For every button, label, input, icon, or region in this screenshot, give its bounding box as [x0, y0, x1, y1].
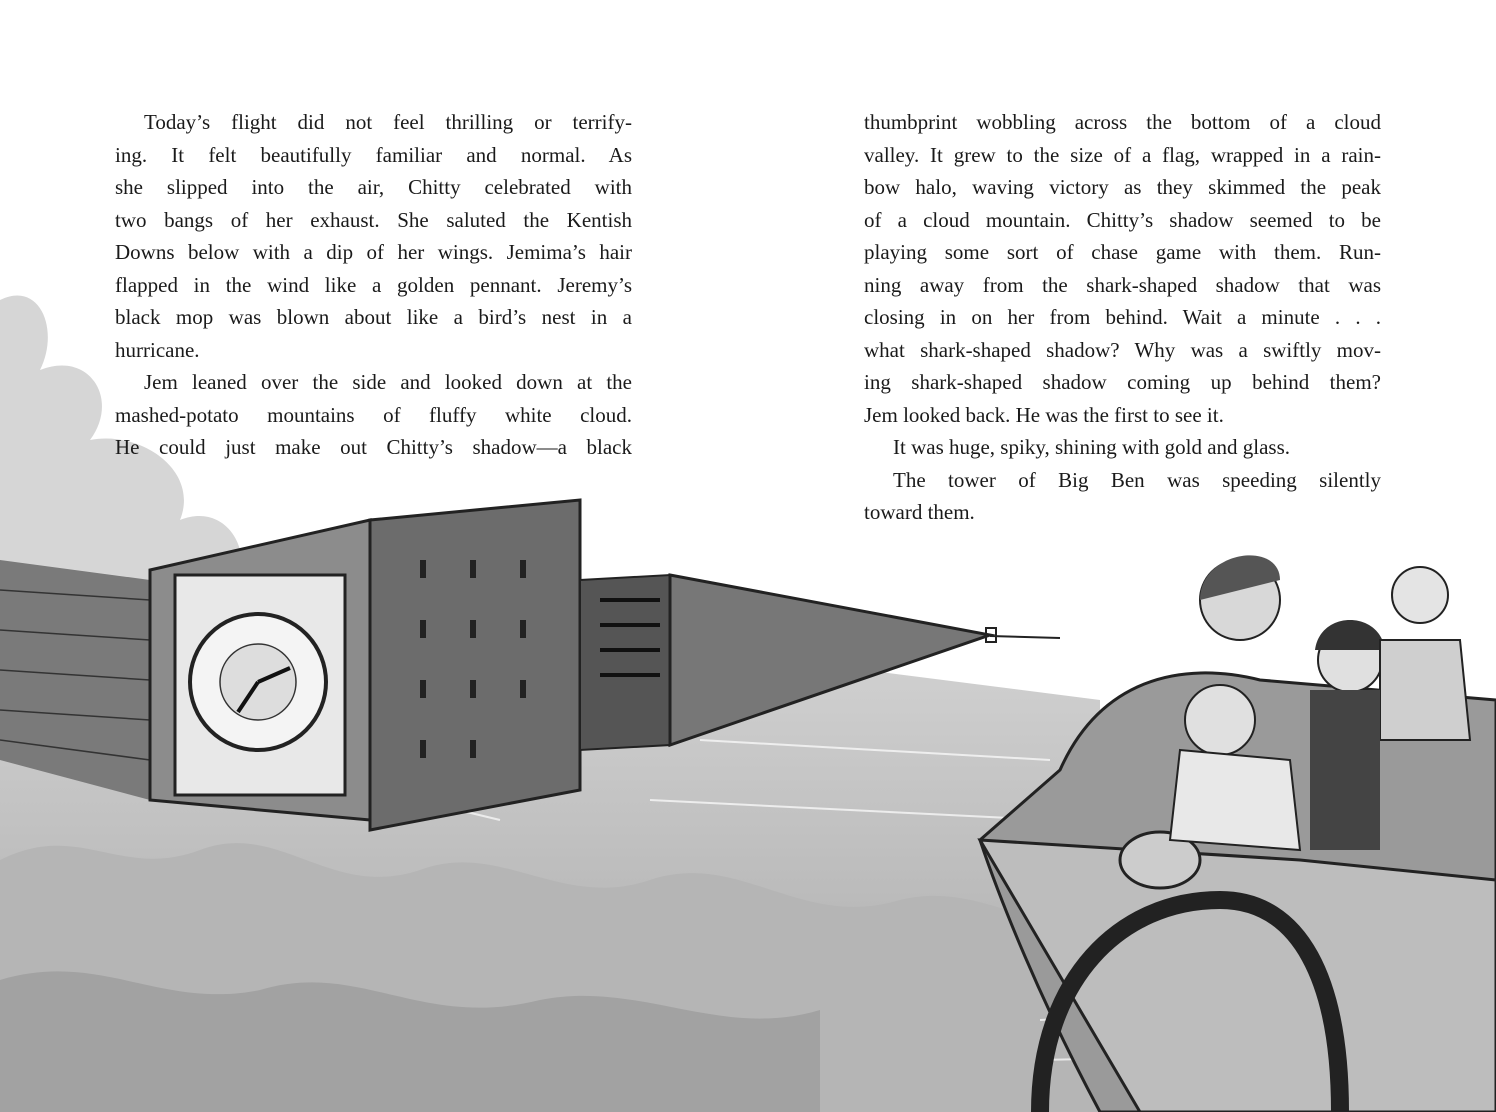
left-page-text	[115, 106, 632, 464]
text-line: Today’s flight did not feel thrilling or terrify-	[144, 110, 632, 134]
text-line: valley. It grew to the size of a flag, wrapped in a rain-	[864, 142, 1381, 167]
text-line: Jem looked back. He was the first to see it.	[864, 402, 1224, 427]
text-line: The tower of Big Ben was speeding silently	[893, 467, 1381, 492]
text-line: ing shark-shaped shadow coming up behind them?	[864, 370, 1381, 394]
text-line: closing in on her from behind. Wait a minute . . .	[864, 305, 1381, 329]
text-line: Jem leaned over the side and looked down at the	[144, 370, 632, 394]
text-line: she slipped into the air, Chitty celebrated with	[115, 175, 632, 199]
text-line: of a cloud mountain. Chitty’s shadow seemed to be	[864, 207, 1381, 232]
text-line: It was huge, spiky, shining with gold and glass.	[893, 435, 1291, 459]
text-line: Downs below with a dip of her wings. Jemima’s hair	[115, 240, 632, 264]
text-line: ning away from the shark-shaped shadow that was	[864, 272, 1381, 297]
text-line: hurricane.	[115, 337, 200, 362]
text-line: He could just make out Chitty’s shadow—a black	[115, 435, 632, 459]
right-page-text	[864, 106, 1381, 529]
text-line: mashed-potato mountains of fluffy white cloud.	[115, 402, 632, 427]
text-line: two bangs of her exhaust. She saluted the Kentish	[115, 207, 632, 232]
text-line: playing some sort of chase game with them. Run-	[864, 240, 1381, 264]
text-line: bow halo, waving victory as they skimmed the peak	[864, 175, 1381, 199]
text-line: toward them.	[864, 500, 975, 524]
text-line: black mop was blown about like a bird’s nest in a	[115, 305, 632, 329]
text-line: thumbprint wobbling across the bottom of a cloud	[864, 110, 1381, 134]
text-line: ing. It felt beautifully familiar and normal. As	[115, 142, 632, 167]
text-line: what shark-shaped shadow? Why was a swiftly mov-	[864, 337, 1381, 362]
text-line: flapped in the wind like a golden pennant. Jeremy’s	[115, 272, 632, 297]
